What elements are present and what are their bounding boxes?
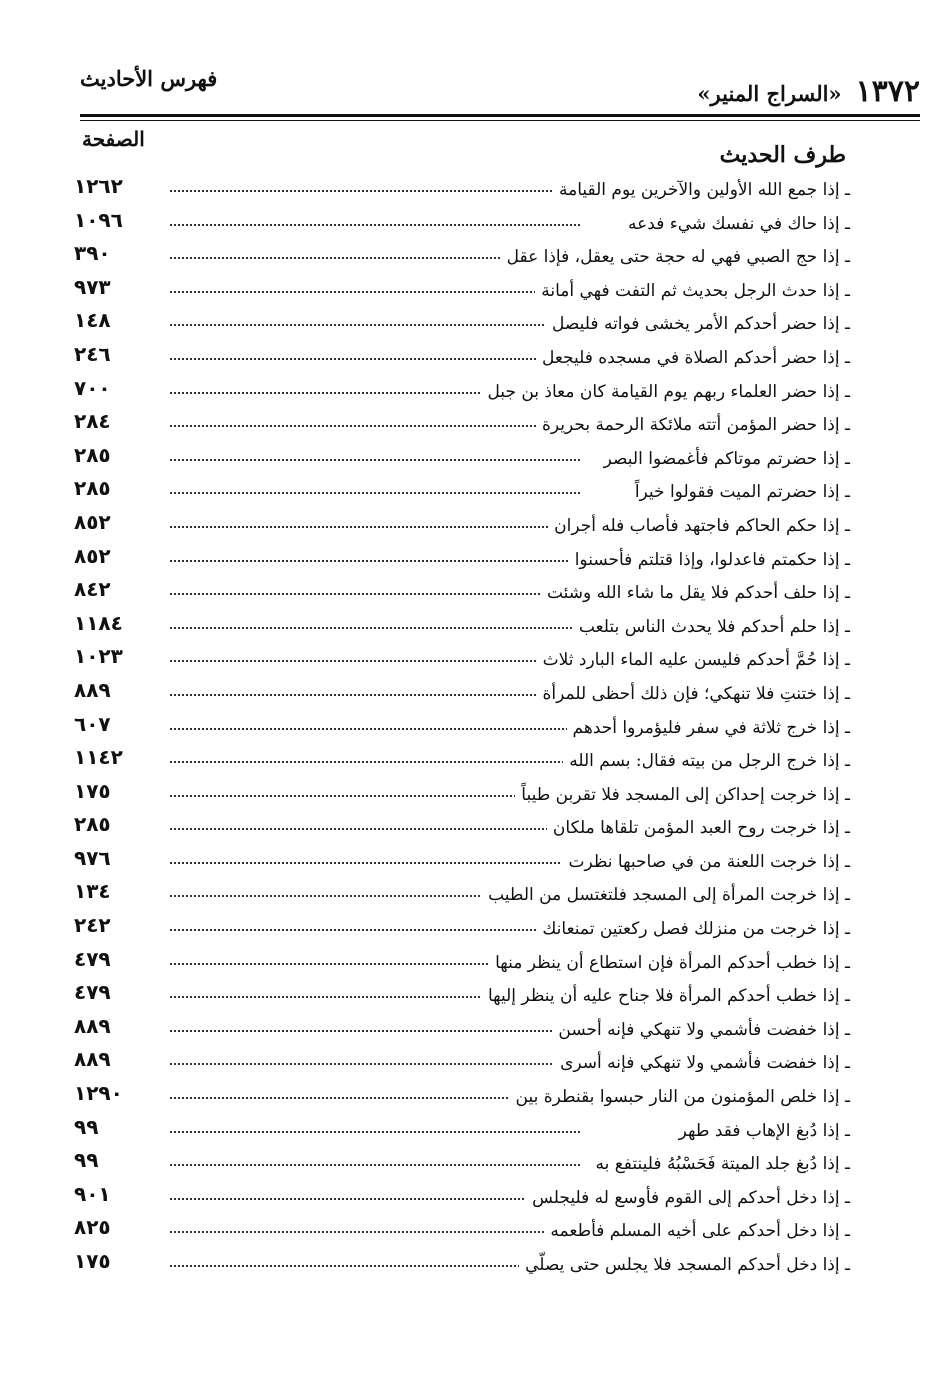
hadith-incipit: ـ إذا خفضت فأشمي ولا تنهكي فإنه أسرى [554, 1053, 850, 1073]
index-row [60, 411, 850, 445]
row-page-number: ١٠٢٣ [74, 644, 123, 669]
row-page-number: ٨٨٩ [74, 1013, 111, 1038]
running-header [80, 60, 920, 118]
dot-leader [170, 927, 580, 931]
index-row [60, 310, 850, 344]
header-rule-thin [80, 120, 920, 121]
hadith-incipit: ـ إذا حضر أحدكم الأمر يخشى فواته فليصل [546, 314, 850, 334]
hadith-incipit: ـ إذا حاك في نفسك شيء فدعه [622, 214, 850, 234]
hadith-incipit: ـ إذا حضر العلماء ربهم يوم القيامة كان معاذ بن جبل [481, 382, 850, 402]
hadith-incipit: ـ إذا حكمتم فاعدلوا، وإذا قتلتم فأحسنوا [569, 550, 850, 570]
index-row [60, 1217, 850, 1251]
row-page-number: ٩٠١ [74, 1181, 111, 1206]
index-row [60, 778, 850, 815]
row-page-number: ٤٧٩ [74, 980, 111, 1005]
index-row [60, 1181, 850, 1218]
row-page-number: ١٧٥ [74, 1249, 111, 1273]
index-row [60, 711, 850, 748]
index-row [60, 747, 850, 781]
hadith-incipit: ـ إذا دُبغ جلد الميتة فَحَسْبُهُ فلينتفع به [590, 1154, 851, 1174]
row-page-number: ٨٨٩ [74, 1047, 111, 1072]
hadith-incipit: ـ إذا خطب أحدكم المرأة فإن استطاع أن ينظر منها [489, 953, 850, 973]
dot-leader [170, 726, 580, 730]
hadith-incipit: ـ إذا خطب أحدكم المرأة فلا جناح عليه أن ينظر إليها [482, 986, 850, 1006]
dot-leader [170, 322, 580, 326]
dot-leader [170, 1028, 580, 1032]
row-page-number: ٨٢٥ [74, 1215, 111, 1240]
row-page-number: ٦٠٧ [74, 711, 111, 736]
hadith-incipit: ـ إذا حج الصبي فهي له حجة حتى يعقل، فإذا عقل [501, 247, 850, 267]
hadith-incipit: ـ إذا خرج ثلاثة في سفر فليؤمروا أحدهم [567, 718, 850, 738]
index-row [60, 579, 850, 613]
index-row [60, 946, 850, 983]
header-book-info [697, 74, 920, 109]
index-row [60, 375, 850, 412]
dot-leader [170, 1061, 580, 1065]
index-row [60, 915, 850, 949]
index-row [60, 610, 850, 647]
index-row [60, 814, 850, 848]
row-page-number: ١٣٤ [74, 879, 111, 904]
row-page-number: ٢٨٥ [74, 812, 111, 837]
index-row [60, 646, 850, 680]
hadith-incipit: ـ إذا حدث الرجل بحديث ثم التفت فهي أمانة [535, 281, 850, 301]
row-page-number: ٩٧٦ [74, 845, 111, 870]
dot-leader [170, 1196, 580, 1200]
index-row [60, 341, 850, 378]
index-row [60, 1049, 850, 1083]
dot-leader [170, 222, 580, 226]
index-list [60, 176, 850, 1285]
hadith-incipit: ـ إذا حضر المؤمن أتته ملائكة الرحمة بحريرة [536, 415, 850, 435]
index-row [60, 881, 850, 915]
row-page-number: ٢٤٦ [74, 341, 111, 366]
row-page-number: ١٤٨ [74, 308, 111, 333]
hadith-incipit: ـ إذا حضرتم الميت فقولوا خيراً [629, 482, 850, 502]
dot-leader [170, 490, 580, 494]
dot-leader [170, 658, 580, 662]
hadith-incipit: ـ إذا حكم الحاكم فاجتهد فأصاب فله أجران [548, 516, 850, 536]
row-page-number: ١١٨٤ [74, 610, 123, 635]
hadith-incipit: ـ إذا دُبغ الإهاب فقد طهر [673, 1121, 850, 1141]
hadith-incipit: ـ إذا خرجت اللعنة من في صاحبها نظرت [562, 852, 850, 872]
dot-leader [170, 356, 580, 360]
row-page-number: ٩٩ [74, 1114, 99, 1139]
index-row [60, 1114, 850, 1151]
row-page-number: ٩٩ [74, 1148, 99, 1173]
book-title: «السراج المنير» [697, 81, 842, 106]
page-column-heading: الصفحة [82, 127, 145, 151]
page-number: ١٣٧٢ [855, 74, 920, 109]
hadith-incipit: ـ إذا خرجت روح العبد المؤمن تلقاها ملكان [547, 818, 850, 838]
hadith-incipit: ـ إذا خرج الرجل من بيته فقال: بسم الله [563, 751, 850, 771]
row-page-number: ٩٧٣ [74, 274, 111, 299]
index-row [60, 677, 850, 714]
index-row [60, 1013, 850, 1050]
dot-leader [170, 188, 580, 192]
index-row [60, 543, 850, 580]
hadith-incipit: ـ إذا خرجت إحداكن إلى المسجد فلا تقربن طيباً [515, 785, 850, 805]
row-page-number: ٢٨٤ [74, 409, 111, 434]
index-row [60, 509, 850, 546]
index-row [60, 845, 850, 882]
dot-leader [170, 423, 580, 427]
dot-leader [170, 524, 580, 528]
index-row [60, 207, 850, 244]
index-row [60, 1251, 850, 1285]
index-row [60, 1083, 850, 1117]
row-page-number: ٨٤٢ [74, 577, 111, 602]
index-row [60, 1150, 850, 1184]
row-page-number: ٨٥٢ [74, 509, 111, 534]
index-title: فهرس الأحاديث [80, 66, 218, 91]
dot-leader [170, 591, 580, 595]
header-rule [80, 114, 920, 117]
dot-leader [170, 759, 580, 763]
row-page-number: ٨٨٩ [74, 677, 111, 702]
row-page-number: ٢٨٥ [74, 476, 111, 501]
hadith-incipit: ـ إذا دخل أحدكم على أخيه المسلم فأطعمه [544, 1221, 850, 1241]
dot-leader [170, 289, 580, 293]
row-page-number: ٤٧٩ [74, 946, 111, 971]
hadith-incipit: ـ إذا خرجت من منزلك فصل ركعتين تمنعانك [536, 919, 850, 939]
dot-leader [170, 1229, 580, 1233]
hadith-incipit: ـ إذا دخل أحدكم إلى القوم فأوسع له فليجلس [526, 1188, 850, 1208]
row-page-number: ٢٨٥ [74, 442, 111, 467]
dot-leader [170, 1162, 580, 1166]
dot-leader [170, 558, 580, 562]
row-page-number: ١٢٦٢ [74, 174, 123, 198]
hadith-incipit: ـ إذا خلص المؤمنون من النار حبسوا بقنطرة بين [510, 1087, 850, 1107]
dot-leader [170, 625, 580, 629]
hadith-incipit: ـ إذا حضرتم موتاكم فأغمضوا البصر [598, 449, 850, 469]
hadith-incipit: ـ إذا جمع الله الأولين والآخرين يوم القيامة [553, 180, 850, 200]
row-page-number: ٣٩٠ [74, 241, 111, 266]
index-row [60, 982, 850, 1016]
row-page-number: ٢٤٢ [74, 913, 111, 938]
row-page-number: ٨٥٢ [74, 543, 111, 568]
hadith-incipit: ـ إذا دخل أحدكم المسجد فلا يجلس حتى يصلّي [519, 1255, 850, 1275]
hadith-incipit: ـ إذا ختنتِ فلا تنهكي؛ فإن ذلك أحظى للمرأة [537, 684, 850, 704]
dot-leader [170, 860, 580, 864]
index-row [60, 478, 850, 512]
row-page-number: ١٧٥ [74, 778, 111, 803]
dot-leader [170, 692, 580, 696]
hadith-incipit: ـ إذا حلف أحدكم فلا يقل ما شاء الله وشئت [541, 583, 850, 603]
row-page-number: ١١٤٢ [74, 745, 123, 770]
row-page-number: ٧٠٠ [74, 375, 111, 400]
hadith-column-heading: طرف الحديث [719, 142, 846, 168]
index-row [60, 274, 850, 311]
row-page-number: ١٢٩٠ [74, 1081, 123, 1106]
hadith-incipit: ـ إذا خفضت فأشمي ولا تنهكي فإنه أحسن [552, 1020, 850, 1040]
row-page-number: ١٠٩٦ [74, 207, 123, 232]
dot-leader [170, 1129, 580, 1133]
dot-leader [170, 826, 580, 830]
hadith-incipit: ـ إذا حلم أحدكم فلا يحدث الناس بتلعب [573, 617, 850, 637]
index-row [60, 176, 850, 210]
index-row [60, 442, 850, 479]
hadith-incipit: ـ إذا حضر أحدكم الصلاة في مسجده فليجعل [536, 348, 850, 368]
dot-leader [170, 457, 580, 461]
hadith-incipit: ـ إذا حُمَّ أحدكم فليسن عليه الماء البارد ثلاث [537, 650, 850, 670]
index-row [60, 243, 850, 277]
hadith-incipit: ـ إذا خرجت المرأة إلى المسجد فلتغتسل من الطيب [482, 885, 850, 905]
